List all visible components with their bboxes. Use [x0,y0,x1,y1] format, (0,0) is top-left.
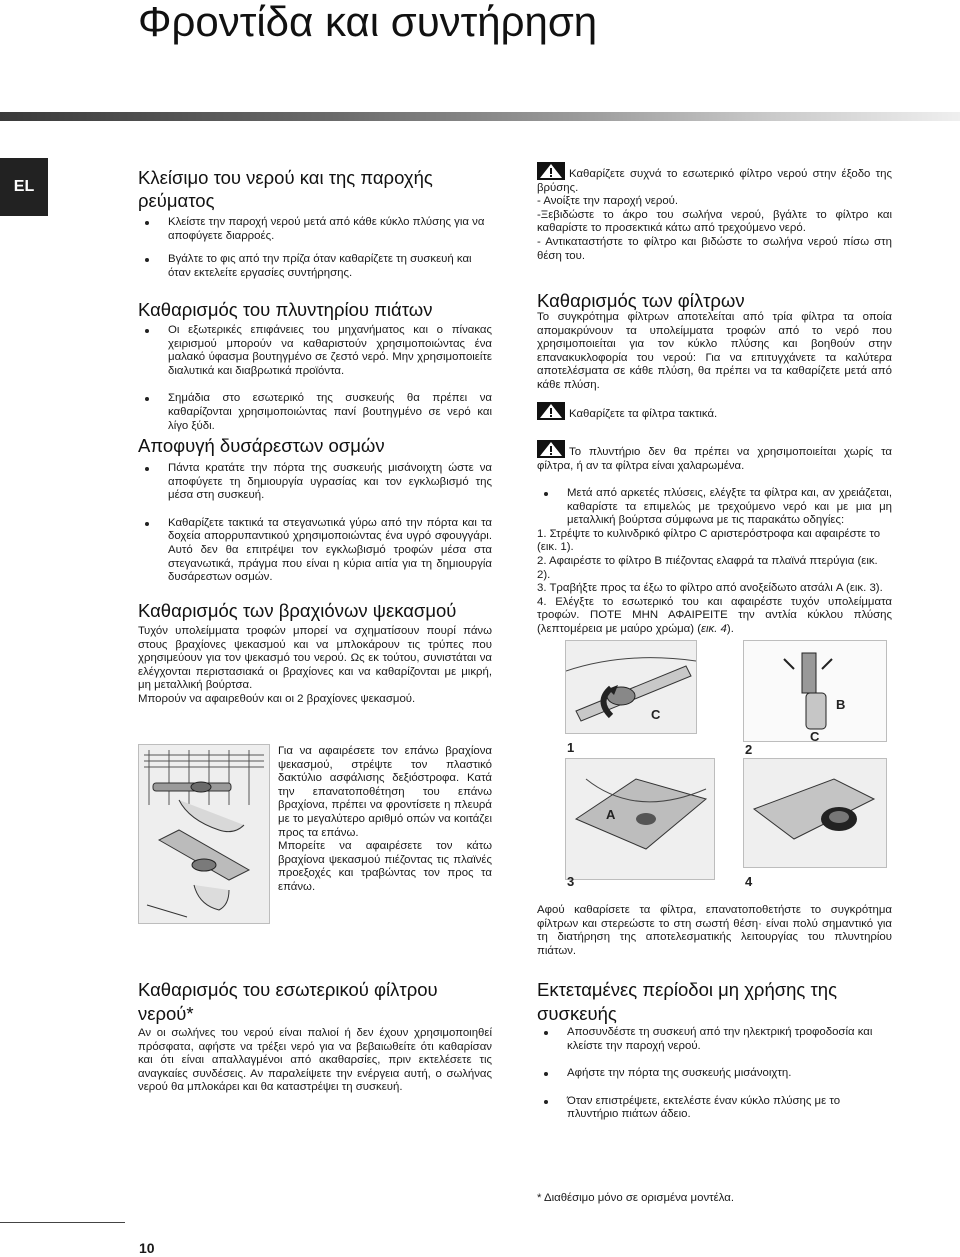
figure-number: 3 [567,874,575,889]
filters-after-body: Αφού καθαρίσετε τα φίλτρα, επανατοποθετήστε το συγκρότημα φίλτρων και στερεώστε το στη σωστή θέση· είναι πολύ σημαντικό για τη διατήρηση της αποτελεσματικής λειτουργίας του πλυντηρίου πιάτων. [537,904,892,957]
figure-number: 4 [745,874,753,889]
list-cleaning [138,324,492,433]
page-title: Φροντίδα και συντήρηση [138,0,598,45]
warning-icon [537,402,565,420]
page-number: 10 [139,1240,155,1256]
warning-step: - Ανοίξτε την παροχή νερού. [537,195,679,208]
list-item: Βγάλτε το φις από την πρίζα όταν καθαρίζετε τη συσκευή και όταν εκτελείτε εργασίες συντήρησης. [138,253,492,280]
warning-text: Το πλυντήριο δεν θα πρέπει να χρησιμοποιείται χωρίς τα φίλτρα, ή αν τα φίλτρα είναι χαλαρωμένα. [537,446,892,472]
part-label: C [651,707,661,722]
filter-step-3: 3. Τραβήξτε προς τα έξω το φίλτρο από ανοξείδωτο ατσάλι A (εικ. 3). [537,582,883,595]
filters-warning-1 [537,402,892,422]
heading-absence: Εκτεταμένες περίοδοι μη χρήσης της συσκευής [537,979,838,1024]
section-filters [537,289,892,393]
list-item: Σημάδια στο εσωτερικό της συσκευής θα πρέπει να καθαρίζονται χρησιμοποιώντας πανί βουτηγμένο σε νερό και λίγο ξύδι. [138,392,492,433]
warning-step: - Αντικαταστήστε το φίλτρο και βιδώστε το σωλήνα νερού πίσω στη θέση του. [537,235,892,262]
filter-step-1: 1. Στρέψτε το κυλινδρικό φίλτρο C αριστερόστροφα και αφαιρέστε το (εικ. 1). [537,527,881,554]
list-item: Αποσυνδέστε τη συσκευή από την ηλεκτρική τροφοδοσία και κλείστε την παροχή νερού. [537,1026,892,1053]
heading-inner-filter: Καθαρισμός του εσωτερικού φίλτρου νερού* [138,979,438,1024]
inner-filter-body: Αν οι σωλήνες του νερού είναι παλιοί ή δεν έχουν χρησιμοποιηθεί πρόσφατα, αφήστε να τρέξει νερό για να βεβαιωθείτε ότι καθαρίσαν και ότι είναι απαλλαγμένοι από ακαθαρσίες, πριν εκτελέσετε τις αναγκαίες συνδέσεις. Αν παραλείψετε την ενέργεια αυτή, ο σωλήνας νερού θα μπλοκάρει και θα καταστρέψει τη συσκευή. [138,1027,492,1094]
language-tab: EL [0,158,48,216]
list-absence [537,1026,892,1122]
list-item: Καθαρίζετε τακτικά τα στεγανωτικά γύρω από την πόρτα και τα δοχεία απορρυπαντικού χρησιμοποιώντας ένα υγρό σφουγγάρι. Αυτό δεν θα επιτρέψει τον εγκλωβισμό τροφών μέσα στα στεγανωτικά, πράγμα που είναι η κύρια αιτία για τη δημιουργία δυσάρεστων οσμών. [138,517,492,585]
list-item: Αφήστε την πόρτα της συσκευής μισάνοιχτη. [537,1067,892,1081]
footnote: * Διαθέσιμο μόνο σε ορισμένα μοντέλα. [537,1192,734,1204]
filter-step-4: 4. Ελέγξτε το εσωτερικό του και αφαιρέστε τυχόν υπολείμματα τροφών. ΠΟΤΕ ΜΗΝ ΑΦΑΙΡΕΙΤΕ την αντλία κύκλου πλύσης (λεπτομέρεια με μαύρο χρώμα) (εικ. 4). [537,595,892,635]
filters-body: Το συγκρότημα φίλτρων αποτελείται από τρία φίλτρα τα οποία απομακρύνουν τα υπολείμματα τροφών από το νερό που χρησιμοποιείται για τον κύκλο πλύσης και βοηθούν στην επανακυκλοφορία του νερού: Για να επιτυγχάνετε τα καλύτερα αποτελέσματα σε κάθε πλύση, θα πρέπει να τα καθαρίζετε μετά από κάθε πλύση. [537,311,892,391]
section-odours [138,434,492,595]
list-item: Πάντα κρατάτε την πόρτα της συσκευής μισάνοιχτη ώστε να αποφύγετε τη δημιουργία υγρασίας και τον εγκλωβισμό της μέσα στη συσκευή. [138,462,492,503]
list-item: Όταν επιστρέψετε, εκτελέστε έναν κύκλο πλύσης με το πλυντήριο πιάτων άδειο. [537,1095,892,1122]
filter-figures [565,640,885,890]
spray-arm-illustration [138,744,270,924]
figure-number: 2 [745,742,753,757]
filter-figure-1 [565,640,697,734]
heading-filters: Καθαρισμός των φίλτρων [537,290,745,311]
section-absence [537,978,892,1132]
filters-after-text [537,904,892,958]
filter-step-2: 2. Αφαιρέστε το φίλτρο B πιέζοντας ελαφρά τα πλαϊνά πτερύγια (εικ. 2). [537,554,878,581]
list-item: Μετά από αρκετές πλύσεις, ελέγξτε τα φίλτρα και, αν χρειάζεται, καθαρίστε τα επιμελώς με τρεχούμενο νερό και με μια μη μεταλλική βούρτσα σύμφωνα με τις παρακάτω οδηγίες: [537,487,892,528]
filters-warning-2 [537,440,892,473]
list-water-power [138,216,492,280]
spray-arms-lower-text: Μπορείτε να αφαιρέσετε τον κάτω βραχίονα ψεκασμού πιέζοντας τις πλαϊνές προεξοχές και τραβώντας τον προς τα επάνω. [278,840,492,893]
section-water-power [138,166,492,290]
heading-spray-arms: Καθαρισμός των βραχιόνων ψεκασμού [138,600,457,621]
figure-number: 1 [567,740,575,755]
header-rule [0,112,960,121]
heading-cleaning: Καθαρισμός του πλυντηρίου πιάτων [138,299,433,320]
spray-arms-body: Τυχόν υπολείμματα τροφών μπορεί να σχηματίσουν πουρί πάνω στους βραχίονες ψεκασμού και να μπλοκάρουν τις τρύπες που χρησιμεύουν για τον ψεκασμό του νερού. Ως εκ τούτου, συνιστάται να ελέγχονται περιστασιακά οι βραχίονες και να καθαρίζονται με μικρή, μη μεταλλική βούρτσα. [138,625,492,692]
warning-icon [537,162,565,180]
part-label: B [836,697,846,712]
spray-arms-instructions [278,745,492,895]
warning-icon [537,440,565,458]
filters-bullet-list [537,487,892,528]
spray-arms-body-2: Μπορούν να αφαιρεθούν και οι 2 βραχίονες ψεκασμού. [138,692,416,705]
inner-filter-warning [537,162,892,263]
warning-text: Καθαρίζετε συχνά το εσωτερικό φίλτρο νερού στην έξοδο της βρύσης. [537,168,892,194]
filters-procedure [537,487,892,637]
list-item: Οι εξωτερικές επιφάνειες του μηχανήματος και ο πίνακας χειρισμού μπορούν να καθαριστούν χρησιμοποιώντας ένα μαλακό ύφασμα βουτηγμένο σε ζεστό νερό. Μην χρησιμοποιείτε διαλυτικά και διαβρωτικά προϊόντα. [138,324,492,378]
list-odours [138,462,492,585]
spray-arms-upper-text: Για να αφαιρέσετε τον επάνω βραχίονα ψεκασμού, στρέψτε τον πλαστικό δακτύλιο ασφάλισης δεξιόστροφα. Κατά την επανατοποθέτηση του επάνω βραχίονα, πρέπει να φροντίσετε η πλευρά με το μεγαλύτερο αριθμό οπών να κοιτάζει προς τα επάνω. [278,745,492,839]
heading-odours: Αποφυγή δυσάρεστων οσμών [138,435,385,456]
warning-step: -Ξεβιδώστε το άκρο του σωλήνα νερού, βγάλτε το φίλτρο και καθαρίστε το προσεκτικά κάτω από τρεχούμενο νερό. [537,208,892,235]
heading-water-power: Κλείσιμο του νερού και της παροχής ρεύματος [138,167,433,211]
section-inner-filter [138,978,492,1095]
filter-figure-2 [743,640,887,742]
section-spray-arms [138,598,492,707]
footer-rule [0,1222,125,1223]
list-item: Κλείστε την παροχή νερού μετά από κάθε κύκλο πλύσης για να αποφύγετε διαρροές. [138,216,492,243]
part-label: A [606,807,616,822]
filter-figure-4 [743,758,887,868]
part-label: C [810,729,820,744]
warning-text: Καθαρίζετε τα φίλτρα τακτικά. [569,408,718,420]
filter-figure-3 [565,758,715,880]
section-cleaning [138,298,492,443]
